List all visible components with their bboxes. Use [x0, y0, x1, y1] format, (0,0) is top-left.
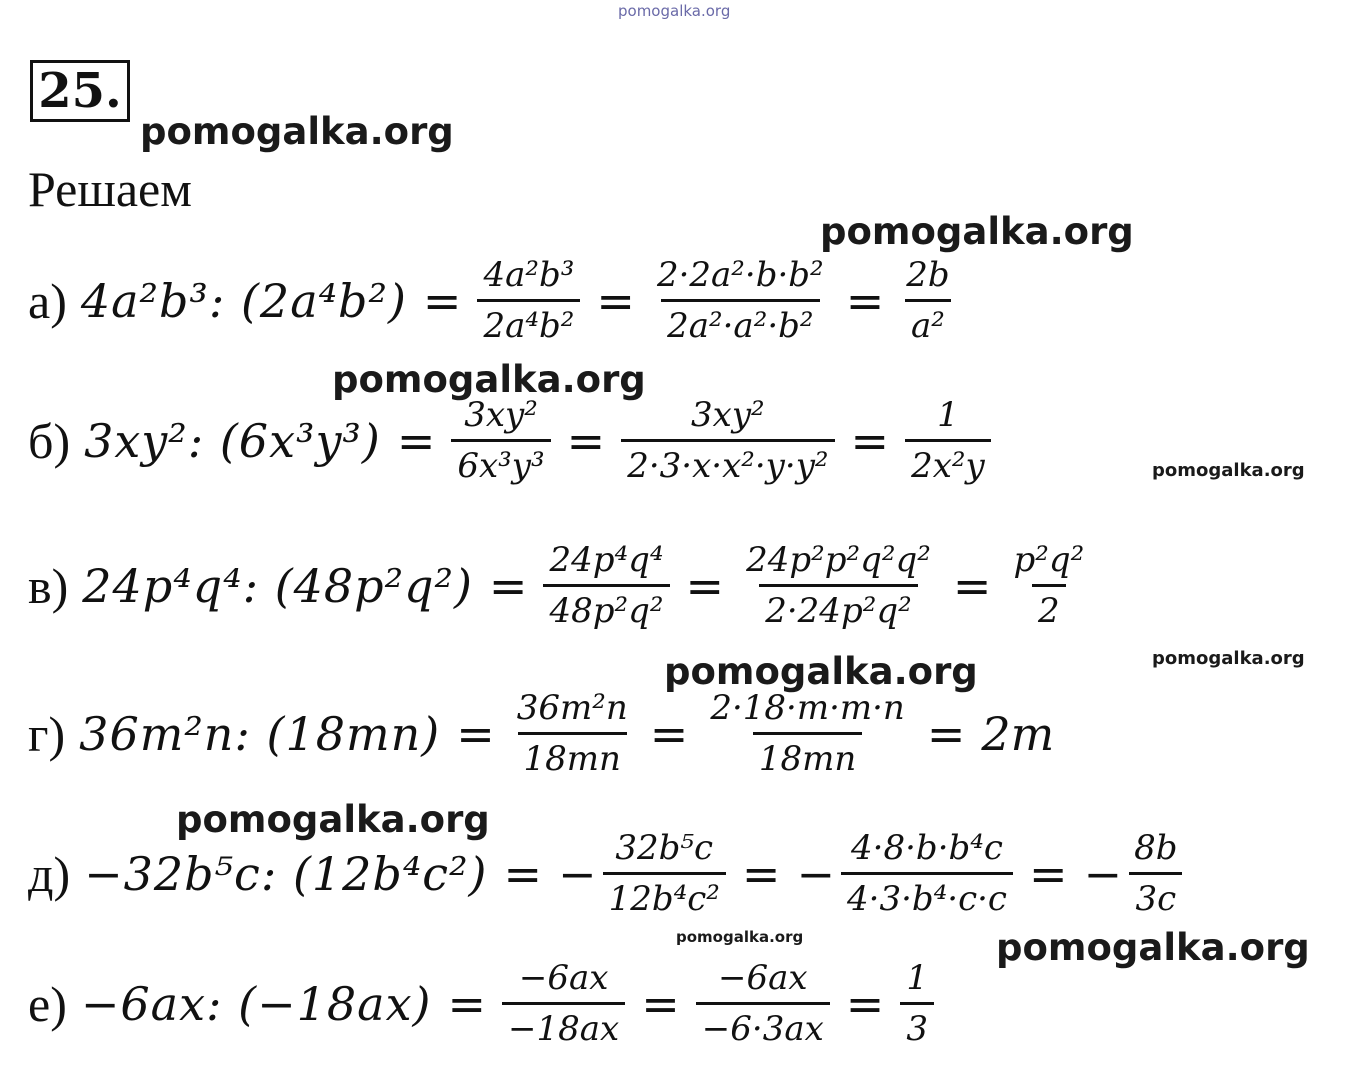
numerator: 24p²p²q²q²	[746, 540, 931, 580]
minus-sign: −	[796, 846, 835, 901]
denominator: 4·3·b⁴·c·c	[841, 872, 1013, 919]
denominator: 2a⁴b²	[477, 299, 580, 346]
fraction	[1128, 828, 1183, 919]
fraction	[841, 828, 1013, 919]
denominator: 18mn	[518, 732, 627, 779]
fraction	[696, 958, 830, 1049]
denominator: 12b⁴c²	[603, 872, 726, 919]
fraction	[900, 958, 934, 1049]
fraction	[900, 255, 955, 346]
expression: 4a²b³: (2a⁴b²)	[80, 273, 407, 328]
watermark: pomogalka.org	[664, 650, 978, 693]
denominator: 3	[900, 1002, 934, 1049]
equals-sign: =	[422, 273, 462, 328]
denominator: a²	[905, 299, 951, 346]
equals-sign: =	[952, 558, 992, 613]
solution-row-v	[28, 540, 1090, 631]
denominator: 2a²·a²·b²	[661, 299, 819, 346]
numerator: 4a²b³	[483, 255, 575, 295]
equals-sign: =	[503, 846, 543, 901]
denominator: −6·3ax	[696, 1002, 830, 1049]
row-label: е)	[28, 975, 67, 1032]
solution-row-g	[28, 688, 1054, 779]
fraction	[905, 395, 991, 486]
solution-row-a	[28, 255, 956, 346]
numerator: 1	[937, 395, 959, 435]
equals-sign: =	[685, 558, 725, 613]
equals-sign: =	[456, 706, 495, 761]
row-label: г)	[28, 705, 66, 762]
denominator: 6x³y³	[451, 439, 550, 486]
numerator: 36m²n	[516, 688, 628, 728]
watermark: pomogalka.org	[1152, 648, 1305, 669]
equals-sign: =	[649, 706, 689, 761]
expression: −32b⁵c: (12b⁴c²)	[84, 846, 488, 901]
row-label: б)	[28, 412, 71, 469]
numerator: −6ax	[518, 958, 609, 998]
row-label: д)	[28, 845, 71, 902]
heading: Решаем	[28, 161, 192, 217]
numerator: 2·2a²·b·b²	[656, 255, 824, 295]
equals-sign: =	[488, 558, 528, 613]
numerator: 3xy²	[464, 395, 538, 435]
denominator: 2·3·x·x²·y·y²	[621, 439, 834, 486]
watermark: pomogalka.org	[140, 110, 454, 153]
equals-sign: =	[566, 413, 606, 468]
expression: 3xy²: (6x³y³)	[84, 413, 381, 468]
denominator: 18mn	[753, 732, 862, 779]
equals-sign: =	[845, 976, 885, 1031]
numerator: 24p⁴q⁴	[549, 540, 664, 580]
fraction	[704, 688, 911, 779]
row-label: в)	[28, 557, 69, 614]
solution-row-d	[28, 828, 1183, 919]
fraction	[451, 395, 550, 486]
expression: 24p⁴q⁴: (48p²q²)	[82, 558, 473, 613]
fraction	[621, 395, 834, 486]
fraction	[603, 828, 726, 919]
fraction	[477, 255, 580, 346]
denominator: 3c	[1129, 872, 1182, 919]
equals-sign: =	[1028, 846, 1068, 901]
equals-sign: =	[596, 273, 635, 328]
numerator: 2b	[906, 255, 950, 295]
numerator: 4·8·b·b⁴c	[851, 828, 1003, 868]
fraction	[651, 255, 830, 346]
equals-sign: =	[850, 413, 890, 468]
denominator: 2	[1032, 584, 1066, 631]
numerator: −6ax	[718, 958, 808, 998]
numerator: 8b	[1134, 828, 1178, 868]
equals-sign: =	[641, 976, 680, 1031]
task-number: 25.	[30, 60, 130, 122]
watermark: pomogalka.org	[820, 210, 1134, 253]
watermark: pomogalka.org	[676, 928, 804, 946]
numerator: 2·18·m·m·n	[710, 688, 905, 728]
equals-sign: =	[845, 273, 885, 328]
watermark: pomogalka.org	[332, 358, 646, 401]
fraction	[502, 958, 625, 1049]
fraction	[740, 540, 937, 631]
row-label: а)	[28, 272, 67, 329]
solution-row-b	[28, 395, 991, 486]
result: 2m	[981, 706, 1055, 761]
denominator: 2x²y	[905, 439, 991, 486]
fraction	[543, 540, 669, 631]
equals-sign: =	[741, 846, 781, 901]
expression: −6ax: (−18ax)	[80, 976, 432, 1031]
watermark: pomogalka.org	[176, 798, 490, 841]
equals-sign: =	[396, 413, 436, 468]
equals-sign: =	[447, 976, 487, 1031]
numerator: 32b⁵c	[615, 828, 714, 868]
denominator: 48p²q²	[543, 584, 669, 631]
minus-sign: −	[558, 846, 597, 901]
watermark-top: pomogalka.org	[618, 2, 731, 20]
denominator: 2·24p²q²	[759, 584, 918, 631]
watermark: pomogalka.org	[996, 926, 1310, 969]
fraction	[1007, 540, 1090, 631]
watermark: pomogalka.org	[1152, 460, 1305, 481]
solution-row-e	[28, 958, 934, 1049]
numerator: 3xy²	[691, 395, 765, 435]
denominator: −18ax	[502, 1002, 625, 1049]
expression: 36m²n: (18mn)	[79, 706, 441, 761]
numerator: p²q²	[1013, 540, 1085, 580]
fraction	[511, 688, 634, 779]
numerator: 1	[906, 958, 928, 998]
minus-sign: −	[1083, 846, 1123, 901]
equals-sign: =	[926, 706, 966, 761]
